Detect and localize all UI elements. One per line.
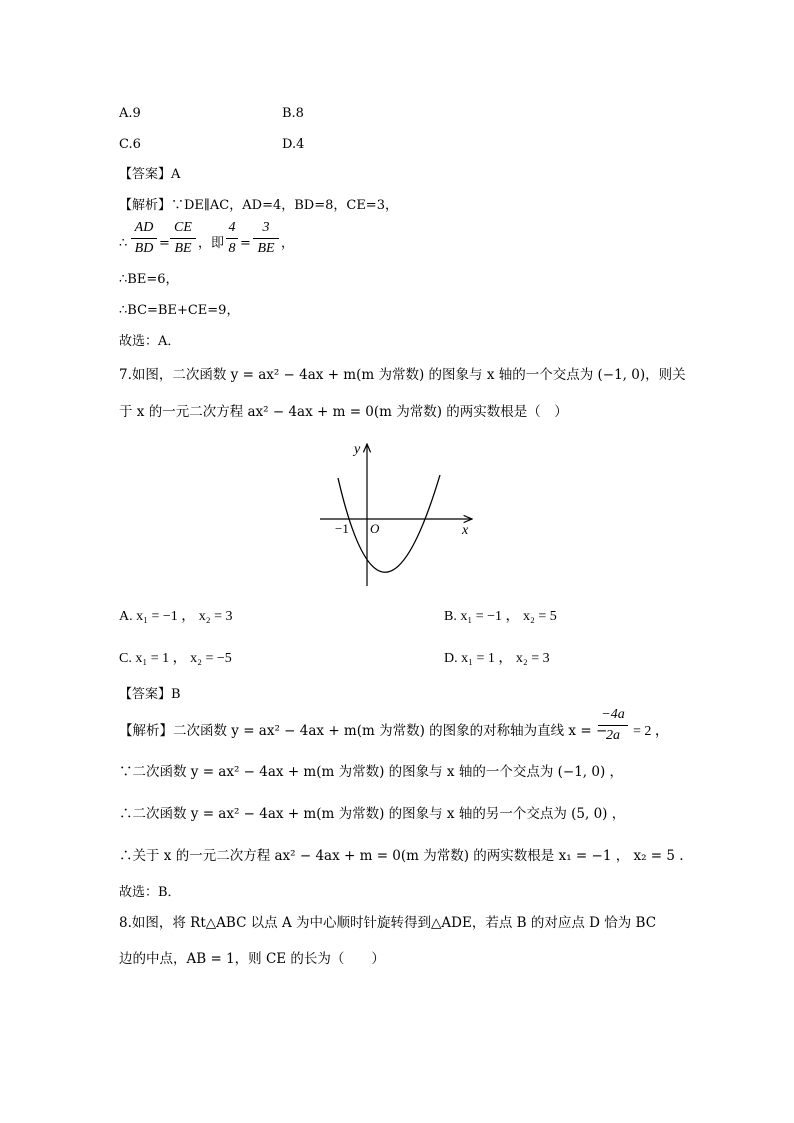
q7-option-b: B. x₁ = −1 ， x₂ = 5 [444,609,557,624]
fraction-numerator: −4a [601,707,625,722]
q6-frac-end: ， [281,236,295,251]
origin-label: O [370,521,380,536]
q7-analysis-line3: ∴二次函数 y = ax² − 4ax + m(m 为常数) 的图象与 x 轴的另一个交点为 (5, 0) ， [119,806,626,822]
x-axis-label: x [462,523,469,538]
q7-option-d: D. x₁ = 1 ， x₂ = 3 [444,651,550,666]
q8-stem-line2: 边的中点，AB = 1，则 CE 的长为（ ） [119,951,385,967]
q6-option-d: D.4 [282,137,305,152]
q7-analysis-line1: 【解析】二次函数 y = ax² − 4ax + m(m 为常数) 的图象的对称轴为直线 x = − [119,723,608,739]
equals-sign: = [159,236,170,251]
q7-option-c: C. x₁ = 1 ， x₂ = −5 [119,651,232,666]
fraction-denominator: 2a [606,728,620,743]
q6-frac-connector: ，即 [198,236,225,251]
fraction-numerator: 4 [228,220,236,235]
q6-option-a: A.9 [119,106,141,121]
q7-stem-line2: 于 x 的一元二次方程 ax² − 4ax + m = 0(m 为常数) 的两实数根是（ ） [119,404,568,420]
fraction-denominator: BE [174,241,192,256]
y-axis-label: y [354,442,361,457]
q7-axis-fraction [598,707,628,744]
q7-answer: 【答案】B [119,687,181,702]
q7-analysis-line2: ∵二次函数 y = ax² − 4ax + m(m 为常数) 的图象与 x 轴的一个交点为 (−1, 0) ， [119,764,624,780]
q6-fraction-3-be [253,220,279,257]
q6-fraction-ce-be [170,220,196,257]
q6-option-b: B.8 [282,106,304,121]
q6-analysis-line1: 【解析】∵DE∥AC，AD=4，BD=8，CE=3， [119,198,398,213]
minus-one-label: −1 [335,521,349,536]
fraction-numerator: 3 [262,220,270,235]
parabola-curve [338,475,440,572]
q8-stem-line1: 8.如图，将 Rt△ABC 以点 A 为中心顺时针旋转得到△ADE，若点 B 的对应点 D 恰为 BC [119,915,657,931]
q7-choose: 故选：B． [119,885,181,900]
fraction-denominator: BE [257,241,275,256]
q7-analysis-line4: ∴关于 x 的一元二次方程 ax² − 4ax + m = 0(m 为常数) 的两实数根是 x₁ = −1 ， x₂ = 5 . [119,848,684,864]
q6-choose: 故选：A． [119,334,181,349]
q6-line-bc: ∴BC=BE+CE=9， [119,303,240,318]
q7-option-a: A. x₁ = −1 ， x₂ = 3 [119,609,233,624]
fraction-denominator: 8 [228,241,236,256]
equals-sign: = [240,236,251,251]
q7-stem-line1: 7.如图，二次函数 y = ax² − 4ax + m(m 为常数) 的图象与 x 轴的一个交点为 (−1, 0)，则关 [119,367,686,383]
q6-line-be: ∴BE=6， [119,272,179,287]
fraction-numerator: AD [134,220,154,235]
fraction-numerator: CE [174,220,192,235]
q6-answer: 【答案】A [119,167,181,182]
q7-parabola-graph [316,438,480,588]
q6-fraction-ad-bd [131,220,157,257]
q6-therefore-symbol: ∴ [119,236,128,251]
q6-option-c: C.6 [119,137,141,152]
q6-fraction-4-8 [226,220,238,257]
fraction-denominator: BD [134,241,154,256]
q7-axis-result: = 2 ， [633,724,669,739]
